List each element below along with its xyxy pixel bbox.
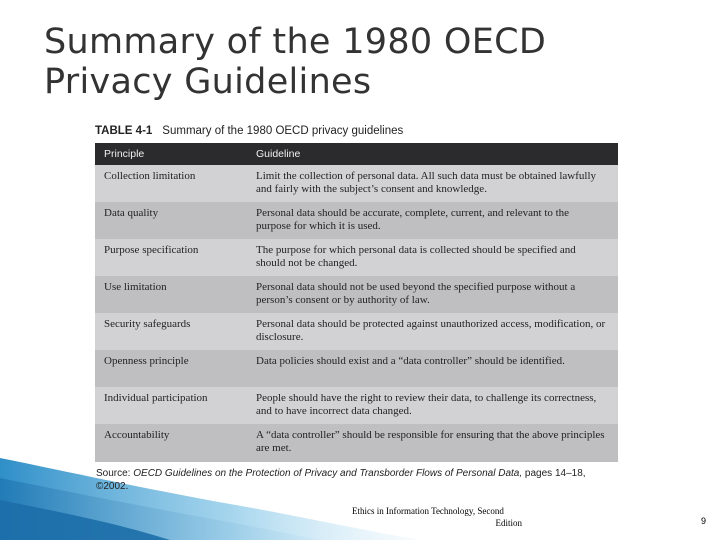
table-row bbox=[95, 424, 618, 462]
guideline-cell: A “data controller” should be responsible for ensuring that the above principles are met. bbox=[256, 429, 605, 454]
guideline-cell: The purpose for which personal data is collected should be specified and should not be changed. bbox=[256, 244, 576, 269]
page-number: 9 bbox=[700, 516, 706, 526]
guideline-cell: Personal data should not be used beyond the specified purpose without a person’s consent or by authority of law. bbox=[256, 281, 576, 306]
footer-book-line-2: Edition bbox=[495, 518, 522, 528]
principle-cell: Use limitation bbox=[104, 281, 167, 293]
header-guideline: Guideline bbox=[256, 148, 301, 160]
header-principle: Principle bbox=[104, 148, 145, 160]
table-row bbox=[95, 313, 618, 350]
principle-cell: Security safeguards bbox=[104, 318, 191, 330]
table-caption-text: Summary of the 1980 OECD privacy guidelines bbox=[162, 125, 404, 137]
guideline-cell: Personal data should be protected against unauthorized access, modification, or disclosure. bbox=[256, 318, 606, 343]
slide-title bbox=[44, 22, 546, 102]
table-row bbox=[95, 239, 618, 276]
principle-cell: Collection limitation bbox=[104, 170, 196, 182]
table-caption bbox=[95, 121, 618, 143]
table-row bbox=[95, 387, 618, 424]
principle-cell: Individual participation bbox=[104, 392, 208, 404]
principle-cell: Accountability bbox=[104, 429, 170, 441]
slide-title-line-2: Privacy Guidelines bbox=[44, 62, 372, 102]
table-header-row bbox=[95, 143, 618, 165]
principle-cell: Data quality bbox=[104, 207, 159, 219]
footer-book-title bbox=[352, 505, 522, 529]
principle-cell: Openness principle bbox=[104, 355, 189, 367]
oecd-guidelines-table bbox=[95, 121, 618, 493]
guideline-cell: Limit the collection of personal data. All such data must be obtained lawfully and fairly with the subject’s consent and knowledge. bbox=[256, 170, 596, 195]
principle-cell: Purpose specification bbox=[104, 244, 199, 256]
table-row bbox=[95, 276, 618, 313]
footer-book-line-1: Ethics in Information Technology, Second bbox=[352, 506, 504, 516]
table-row bbox=[95, 165, 618, 202]
slide-title-line-1: Summary of the 1980 OECD bbox=[44, 22, 547, 62]
source-title: OECD Guidelines on the Protection of Privacy and Transborder Flows of Personal Data, bbox=[133, 468, 523, 479]
table-row bbox=[95, 350, 618, 387]
table-row bbox=[95, 202, 618, 239]
table-source-note bbox=[95, 462, 596, 493]
source-label: Source: bbox=[96, 468, 131, 479]
guideline-cell: Personal data should be accurate, complete, current, and relevant to the purpose for which it is used. bbox=[256, 207, 570, 232]
guideline-cell: Data policies should exist and a “data controller” should be identified. bbox=[256, 355, 565, 367]
table-number: TABLE 4-1 bbox=[95, 125, 153, 137]
source-pages: pages 14–18, ©2002. bbox=[96, 468, 586, 492]
guideline-cell: People should have the right to review their data, to challenge its correctness, and to have incorrect data changed. bbox=[256, 392, 597, 417]
